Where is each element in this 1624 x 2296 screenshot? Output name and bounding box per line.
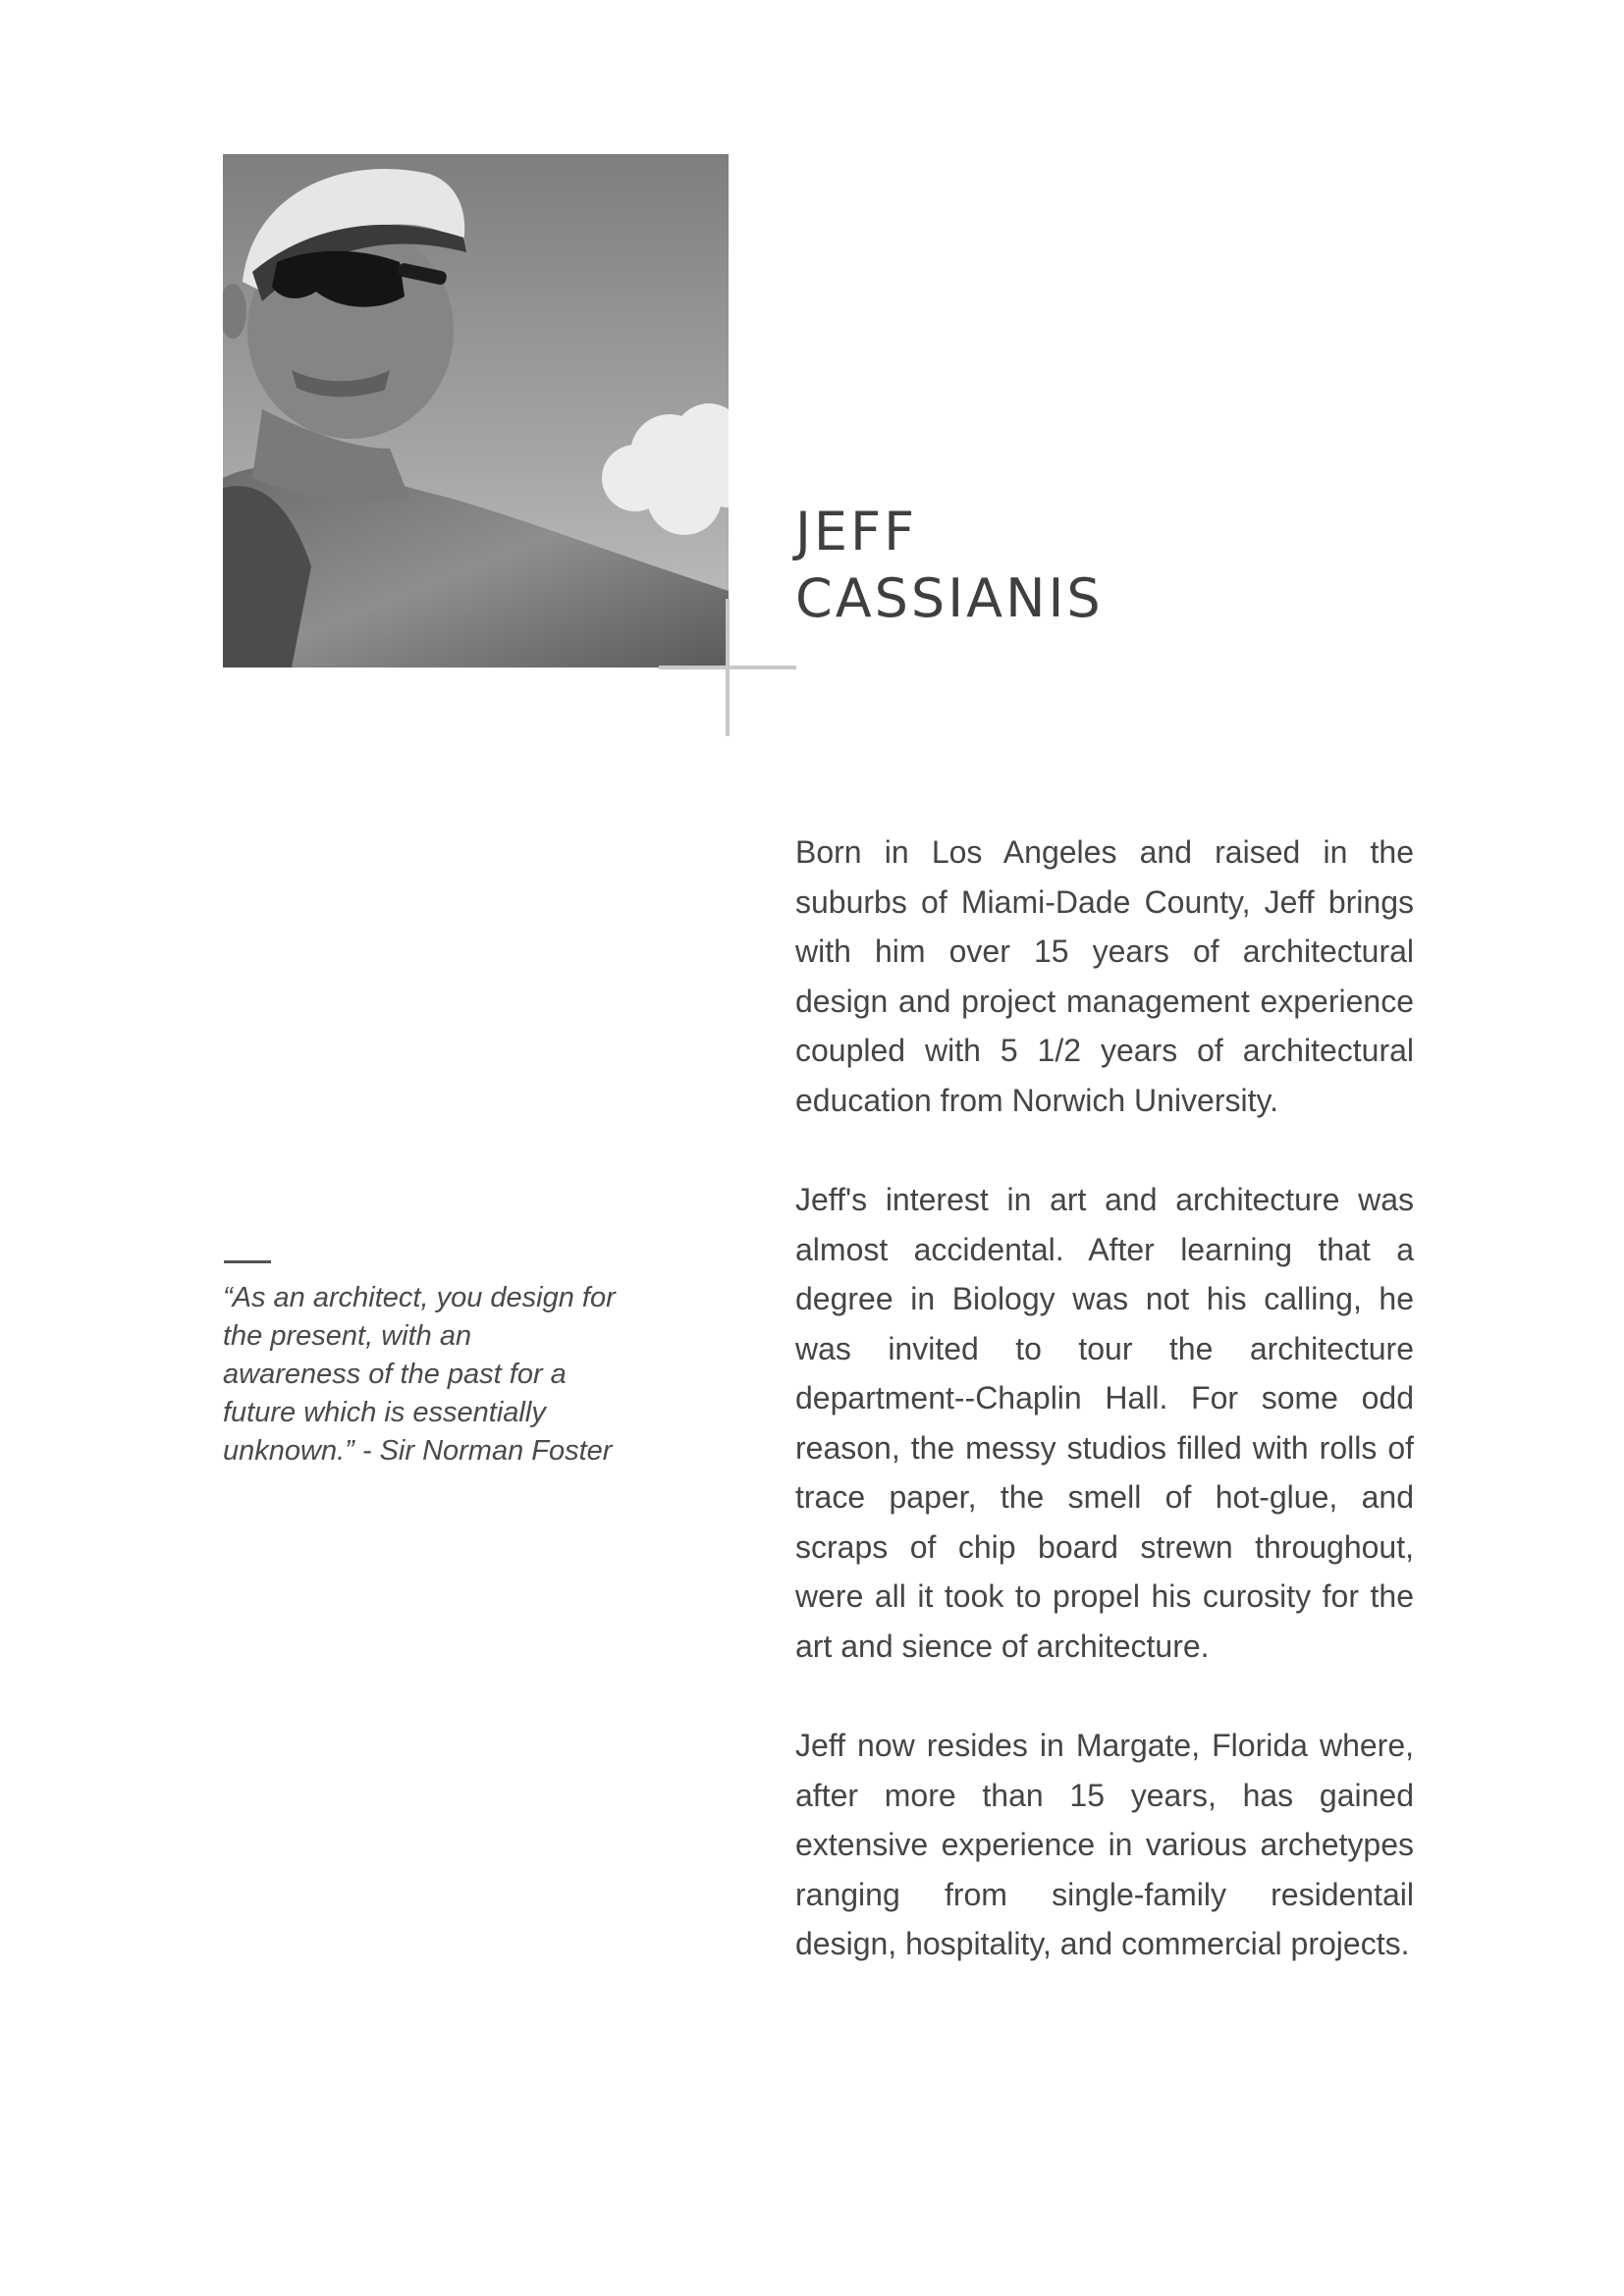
bio-paragraph: Jeff now resides in Margate, Florida where, after more than 15 years, has gained extensive experience in various archetypes ranging from single-family residentail design, hospitality, and commercial projects. bbox=[795, 1728, 1414, 1961]
page-title bbox=[795, 499, 1104, 632]
decorative-crosshair-vertical bbox=[726, 599, 730, 736]
portrait-illustration bbox=[223, 154, 729, 667]
quote-dash-divider bbox=[224, 1260, 271, 1263]
name-last: CASSIANIS bbox=[795, 567, 1104, 629]
bio-section bbox=[795, 828, 1414, 2019]
bio-paragraph: Born in Los Angeles and raised in the suburbs of Miami-Dade County, Jeff brings with him over 15 years of architectural design and project management experience coupled with 5 1/2 years of architectural education from Norwich University. bbox=[795, 834, 1414, 1118]
quote-text: “As an architect, you design for the present, with an awareness of the past for a future which is essentially unknown.” - Sir Norman Foster bbox=[223, 1282, 616, 1467]
bio-paragraph: Jeff's interest in art and architecture was almost accidental. After learning that a degree in Biology was not his calling, he was invited to tour the architecture department--Chaplin Hall. For some odd reason, the messy studios filled with rolls of trace paper, the smell of hot-glue, and scraps of chip board strewn throughout, were all it took to propel his curosity for the art and sience of architecture. bbox=[795, 1182, 1414, 1664]
name-first: JEFF bbox=[795, 501, 918, 562]
portrait-photo bbox=[223, 154, 729, 667]
